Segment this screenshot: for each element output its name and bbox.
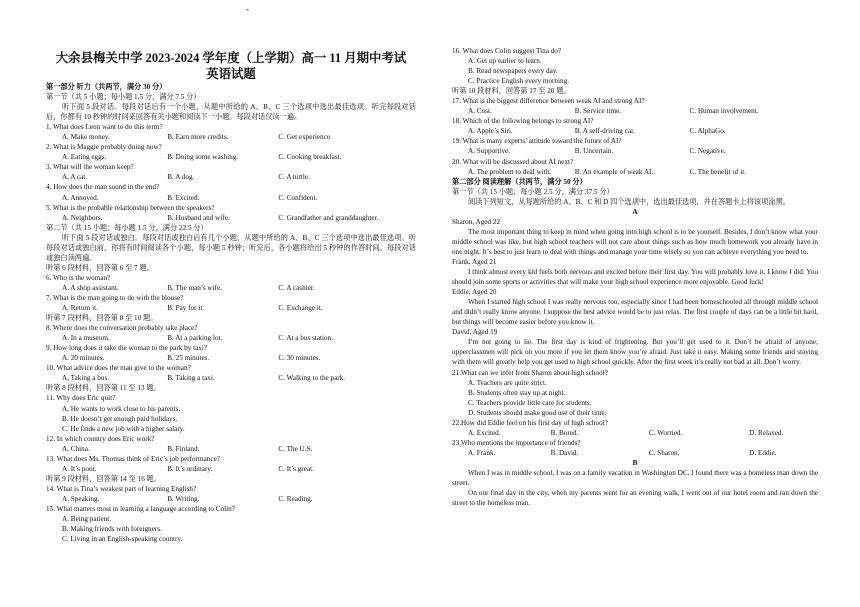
answer-option: B. David. <box>550 448 579 457</box>
answer-option: B. Uncertain. <box>574 147 614 156</box>
answer-options <box>46 303 416 313</box>
answer-option: C. Human involvement. <box>689 107 759 116</box>
answer-option: A. Return it. <box>62 304 98 313</box>
paragraph: When I started high school I was really nervous too, especially since I had been homeschooled all through middle school and didn’t really know anyone. I suppose the best advice would be to just relax. The first couple of days can be a little bit hard, but things will become easier before you know it. <box>452 298 818 327</box>
answer-options <box>46 193 416 203</box>
answer-option: C. The benefit of it. <box>689 167 747 176</box>
answer-option: A. Taking a bus. <box>62 374 110 383</box>
answer-option: B. Excited. <box>167 193 200 202</box>
answer-options <box>46 494 416 504</box>
answer-option: B. Finland. <box>167 444 200 453</box>
answer-option: A. Eating eggs. <box>62 153 107 162</box>
answer-options <box>452 126 818 136</box>
section-heading: 第二部分 阅读理解（共两节，满分 50 分） <box>452 177 587 186</box>
option-line: C. Teachers provide little care for students. <box>468 398 592 407</box>
answer-option: B. Earn more credits. <box>167 133 229 142</box>
answer-option: A. It’s poor. <box>62 464 97 473</box>
option-line: B. Read newspapers every day. <box>468 67 558 76</box>
answer-option: B. Taking a taxi. <box>167 374 215 383</box>
text-line: 21.What can we infer from Sharon about high school? <box>452 368 608 377</box>
answer-option: C. Reading. <box>278 494 313 503</box>
answer-options <box>452 106 818 116</box>
answer-option: C. AlphaGo. <box>689 127 726 136</box>
answer-options <box>46 373 416 383</box>
paragraph: 听下面 5 段对话。每段对话后有一个小题，从题中所给的 A、B、C 三个选项中选出最佳选项。听完每段对话后，你都有 10 秒钟的时间来回答有关小题和阅读下一小题。每段对话仅读一遍。 <box>46 103 416 122</box>
answer-option: C. A cashier. <box>278 283 315 292</box>
paragraph: I think almost every kid feels both nervous and excited before their first day. You will probably love it. I know I did. You should join some sports or activities that will make your high school experience more enjoyable. Good luck! <box>452 268 818 287</box>
answer-options <box>46 444 416 454</box>
text-line: 19. What is many experts’ attitude toward the future of AI? <box>452 137 622 146</box>
text-line: 10. What advice does the man give to the woman? <box>46 364 191 373</box>
paragraph: The most important thing to keep in mind when going into high school is to be yourself. Besides, I don’t know what your middle school was like, but high school teachers will not care about things such as how much homework you already have in one night. It’s best to just learn to deal with things and manage your time wisely so you can achieve everything you need to. <box>452 227 818 256</box>
answer-option: A. Speaking. <box>62 494 100 503</box>
answer-option: C. Worried. <box>648 428 683 437</box>
option-line: C. Practice English every morning. <box>468 77 570 86</box>
answer-option: C. Get experience. <box>278 133 332 142</box>
answer-option: C. Confident. <box>278 193 318 202</box>
paragraph: On our final day in the city, when my parents went for an evening walk, I went out of our hotel room and ran down the street to the homeless man. <box>452 489 818 508</box>
text-line: Frank, Aged 21 <box>452 257 497 266</box>
text-line: 23.Who mentions the importance of friends? <box>452 438 581 447</box>
paragraph: 阅读下列短文，从每题所给的 A、B、C 和 D 四个选项中，选出最佳选项，并在答题卡上将该项涂黑。 <box>468 197 790 206</box>
text-line: 13. What does Ms. Thomas think of Eric’s job performance? <box>46 454 220 463</box>
answer-option: C. Grandfather and granddaughter. <box>278 213 379 222</box>
text-line: 听第 6 段材料，回答第 6 至 7 题。 <box>46 263 154 272</box>
answer-option: B. The man’s wife. <box>167 283 222 292</box>
exam-subtitle: 英语试题 <box>206 67 256 81</box>
answer-options <box>46 464 416 474</box>
answer-options <box>46 333 416 343</box>
text-line: 第二节（共 15 小题；每小题 1.5 分，满分 22.5 分） <box>46 223 208 232</box>
answer-option: D. Eddie. <box>749 448 777 457</box>
text-line: Sharon, Aged 22 <box>452 217 501 226</box>
answer-option: B. Pay for it. <box>167 304 205 313</box>
answer-option: A. Supportive. <box>468 147 511 156</box>
option-line: A. Being patient. <box>62 515 112 524</box>
left-column <box>46 82 416 544</box>
answer-option: A. Apple’s Siri. <box>468 127 513 136</box>
option-line: C. Living in an English-speaking country. <box>62 535 183 544</box>
answer-option: C. Sharon. <box>648 448 680 457</box>
answer-option: A. 20 minutes. <box>62 354 105 363</box>
answer-option: C. A turtle. <box>278 173 310 182</box>
text-line: 18. Which of the following belongs to strong AI? <box>452 117 594 126</box>
answer-options <box>46 353 416 363</box>
answer-option: B. Bored. <box>550 428 579 437</box>
answer-option: C. The U.S. <box>278 444 313 453</box>
answer-options <box>452 146 818 156</box>
answer-options <box>452 428 818 438</box>
answer-option: A. Annoyed. <box>62 193 99 202</box>
answer-options <box>46 283 416 293</box>
text-line: 14. What is Tina’s weakest part of learning English? <box>46 484 197 493</box>
option-line: A. Teachers are quite strict. <box>468 378 547 387</box>
answer-option: A. In a museum. <box>62 334 110 343</box>
top-mark: - <box>246 4 249 14</box>
option-line: A. He wants to work close to his parents. <box>62 404 181 413</box>
option-line: B. Students often stay up at night. <box>468 388 566 397</box>
paragraph: 听下面 5 段对话或独白。每段对话或独白后有几个小题，从题中所给的 A、B、C 三个选项中选出最佳选项。听每段对话或独白前，你将有时间阅读各个小题，每小题 5 秒钟；听完后，各小题将给出 5 秒钟的作答时间。每段对话或独白读两遍。 <box>46 233 416 262</box>
answer-option: A. A cat. <box>62 173 88 182</box>
text-line: Eddie, Aged 20 <box>452 288 497 297</box>
answer-option: B. Writing. <box>167 494 200 503</box>
text-line: 15. What matters most in learning a language according to Colin? <box>46 504 235 513</box>
exam-title: 大余县梅关中学 2023-2024 学年度（上学期）高一 11 月期中考试 <box>55 51 407 65</box>
text-line: 3. What will the woman keep? <box>46 163 134 172</box>
answer-option: C. At a bus station. <box>278 334 334 343</box>
answer-option: A. Frank. <box>468 448 496 457</box>
text-line: 听第 10 段材料，回答第 17 至 20 题。 <box>452 87 571 96</box>
text-line: 22.How did Eddie feel on his first day of high school? <box>452 418 608 427</box>
text-line: 8. Where does the conversation probably take place? <box>46 324 198 333</box>
text-line: 20. What will be discussed about AI next? <box>452 157 574 166</box>
answer-option: A. A shop assistant. <box>62 283 119 292</box>
answer-options <box>46 152 416 162</box>
text-line: 5. What is the probable relationship between the speakers? <box>46 203 215 212</box>
answer-option: C. It’s great. <box>278 464 314 473</box>
passage-label: B <box>632 458 638 467</box>
answer-option: A. Make money. <box>62 133 110 142</box>
answer-option: B. Husband and wife. <box>167 213 230 222</box>
text-line: 听第 8 段材料，回答第 11 至 13 题。 <box>46 384 161 393</box>
right-column <box>452 46 818 508</box>
text-line: 16. What does Colin suggest Tina do? <box>452 47 562 55</box>
answer-option: B. It’s ordinary. <box>167 464 213 473</box>
answer-option: A. China. <box>62 444 90 453</box>
answer-option: B. At a parking lot. <box>167 334 223 343</box>
answer-option: C. 30 minutes. <box>278 354 321 363</box>
paragraph: When I was in middle school, I was on a family vacation in Washington DC. I found there was a homeless man down the street. <box>452 468 818 488</box>
passage-label: A <box>632 207 638 216</box>
answer-option: A. The problem to deal with. <box>468 167 552 176</box>
answer-options <box>46 172 416 182</box>
option-line: B. He doesn’t get enough paid holidays. <box>62 414 178 423</box>
text-line: 9. How long does it take the woman to the park by taxi? <box>46 344 208 353</box>
paragraph: I’m not going to lie. The first day is kind of frightening. But you’ll get used to it. Don’t be afraid of anyone; upperclassmen will pick on you more if you let them know you’re afraid. Just take it easy. Making some friends and staying with them will greatly help you get used to high school quickly. After the first week it’s really not bad at all. Don’t worry. <box>452 338 818 367</box>
text-line: 1. What does Leon want to do this term? <box>46 123 163 132</box>
text-line: 6. Who is the woman? <box>46 273 111 282</box>
text-line: 听第 7 段材料，回答第 8 至 10 题。 <box>46 314 158 323</box>
answer-option: D. Relaxed. <box>749 428 784 437</box>
option-line: C. He finds a new job with a higher salary. <box>62 424 185 433</box>
text-line: 听第 9 段材料，回答第 14 至 16 题。 <box>46 474 162 483</box>
answer-option: B. A dog. <box>167 173 195 182</box>
answer-option: B. An example of weak AI. <box>574 167 654 176</box>
answer-option: A. Cost. <box>468 107 492 116</box>
answer-option: C. Walking to the park. <box>278 374 346 383</box>
answer-option: A. Excited. <box>468 428 501 437</box>
answer-options <box>452 167 818 177</box>
option-line: A. Get up earlier to learn. <box>468 57 542 66</box>
option-line: D. Students should make good use of their time. <box>468 408 607 417</box>
answer-options <box>46 213 416 223</box>
answer-options <box>46 132 416 142</box>
section-heading: 第一部分 听力（共两节，满分 30 分） <box>46 83 167 91</box>
answer-options <box>452 448 818 458</box>
answer-option: C. Cooking breakfast. <box>278 153 342 162</box>
text-line: 第一节（共 5 小题；每小题 1.5 分，满分 7.5 分） <box>46 93 201 102</box>
answer-option: B. Doing some washing. <box>167 153 239 162</box>
answer-option: C. Negative. <box>689 147 726 156</box>
answer-option: C. Exchange it. <box>278 304 323 313</box>
text-line: 第一节（共 15 小题；每小题 2.5 分，满分 37.5 分） <box>452 187 614 196</box>
text-line: 4. How does the man sound in the end? <box>46 183 160 192</box>
answer-option: B. Service time. <box>574 107 622 116</box>
option-line: B. Making friends with foreigners. <box>62 525 162 534</box>
text-line: 2. What is Maggie probably doing now? <box>46 143 162 152</box>
text-line: 11. Why does Eric quit? <box>46 394 116 403</box>
answer-option: B. 25 minutes. <box>167 354 210 363</box>
answer-option: A. Neighbors. <box>62 213 103 222</box>
text-line: 17. What is the biggest difference between weak AI and strong AI? <box>452 97 645 106</box>
text-line: David, Aged 19 <box>452 328 498 337</box>
answer-option: B. A self-driving car. <box>574 127 635 136</box>
text-line: 7. What is the man going to do with the blouse? <box>46 293 184 302</box>
text-line: 12. In which country does Eric work? <box>46 434 155 443</box>
